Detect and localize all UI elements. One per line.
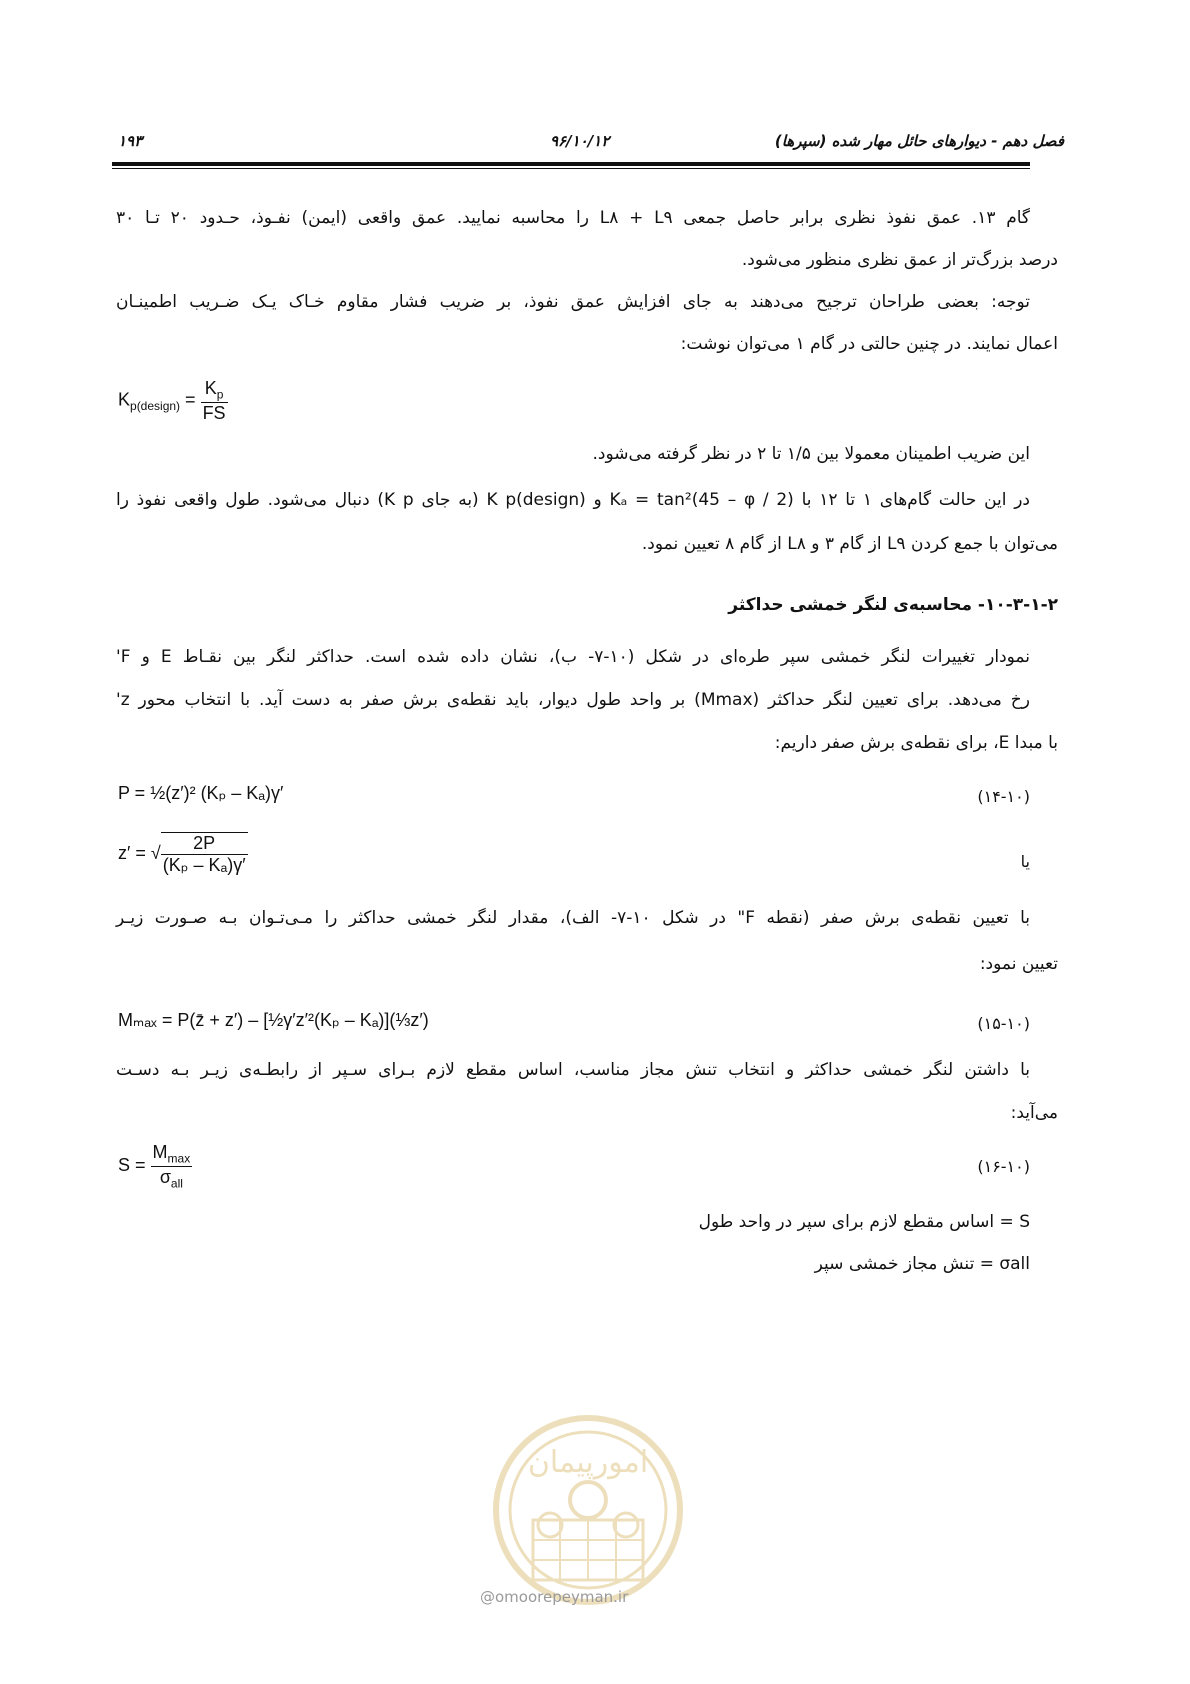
equation-14: P = ½(z′)² (Kₚ – Kₐ)γ′ (118, 783, 284, 803)
para3-line3: می‌توان با جمع کردن L۹ از گام ۳ و L۸ از گام ۸ تعیین نمود. (641, 534, 1058, 554)
watermark-logo (478, 1400, 698, 1650)
para1-line1: گام ۱۳. عمق نفوذ نظری برابر حاصل جمعی L۸ + L۹ را محاسبه نمایید. عمق واقعی (ایمن) نفـوذ، حـدود ۲۰ تـا ۳۰ (116, 208, 1031, 228)
equation-16: S = $\frac{M_{max}}{\sigma_{all}}$ (118, 1142, 191, 1191)
para5-line1: با تعیین نقطه‌ی برش صفر (نقطه F" در شکل ۱۰-۷- الف)، مقدار لنگر خمشی حداکثر را مـی‌تـوان بـه صـورت زیـر (116, 908, 1030, 928)
para4-line1: نمودار تغییرات لنگر خمشی سپر طره‌ای در شکل (۱۰-۷- ب)، نشان داده شده است. حداکثر لنگر بین نقـاط E و F' (116, 647, 1030, 667)
para4-line2: رخ می‌دهد. برای تعیین لنگر حداکثر (Mmax) بر واحد طول دیوار، باید نقطه‌ی برش صفر به دست آید. با انتخاب محور z' (116, 690, 1030, 710)
para1-line2: درصد بزرگ‌تر از عمق نظری منظور می‌شود. (741, 250, 1058, 270)
equation-14-number: (۱۴-۱۰) (977, 787, 1030, 806)
header-date: ۹۶/۱۰/۱۲ (550, 132, 610, 150)
para5-line2: تعیین نمود: (979, 954, 1058, 974)
header-rule-thick (112, 162, 1030, 166)
para6-line1: با داشتن لنگر خمشی حداکثر و انتخاب تنش مجاز مناسب، اساس مقطع لازم بـرای سـپر از رابطـه‌ی زیـر بـه دسـت (116, 1060, 1030, 1080)
para3-line1: این ضریب اطمینان معمولا بین ۱/۵ تا ۲ در نظر گرفته می‌شود. (592, 444, 1030, 464)
equation-or-label: یا (1020, 852, 1030, 871)
page-number: ۱۹۳ (118, 132, 143, 150)
para6-line2: می‌آید: (1010, 1103, 1058, 1123)
definition-s: S = اساس مقطع لازم برای سپر در واحد طول (698, 1212, 1030, 1232)
para2-line2: اعمال نمایند. در چنین حالتی در گام ۱ می‌توان نوشت: (680, 334, 1058, 354)
section-heading: ۱۰-۳-۱-۲- محاسبه‌ی لنگر خمشی حداکثر (728, 595, 1058, 615)
para3-line2: در این حالت گام‌های ۱ تا ۱۲ با Kₐ = tan²(45 – φ / 2) و K p(design) (به جای K p) دنبال می‌شود. طول واقعی نفوذ را (116, 490, 1031, 510)
para4-line3: با مبدا E، برای نقطه‌ی برش صفر داریم: (774, 733, 1058, 753)
chapter-title: فصل دهم - دیوارهای حائل مهار شده (سپرها) (774, 132, 1064, 150)
para2-line1: توجه: بعضی طراحان ترجیح می‌دهند به جای افزایش عمق نفوذ، بر ضریب فشار مقاوم خـاک یـک ضـریب اطمینـان (116, 292, 1030, 312)
header-rule-thin (112, 168, 1030, 169)
equation-15: Mₘₐₓ = P(z̄ + z′) – [½γ′z′²(Kₚ – Kₐ)](⅓z′) (118, 1010, 429, 1030)
watermark-url: @omoorepeyman.ir (480, 1588, 629, 1606)
equation-16-number: (۱۶-۱۰) (977, 1157, 1030, 1176)
equation-z-prime: z′ = √ $\frac{2P}{\text{(Kₚ – Kₐ)γ′}}$ (118, 833, 246, 875)
equation-kp-design: $K_{p(design)}$ = $\frac{K_p}{FS}$ (118, 378, 226, 423)
watermark-text: امورپیمان (527, 1445, 649, 1480)
equation-15-number: (۱۵-۱۰) (977, 1014, 1030, 1033)
definition-sigma: σall = تنش مجاز خمشی سپر (814, 1254, 1030, 1274)
